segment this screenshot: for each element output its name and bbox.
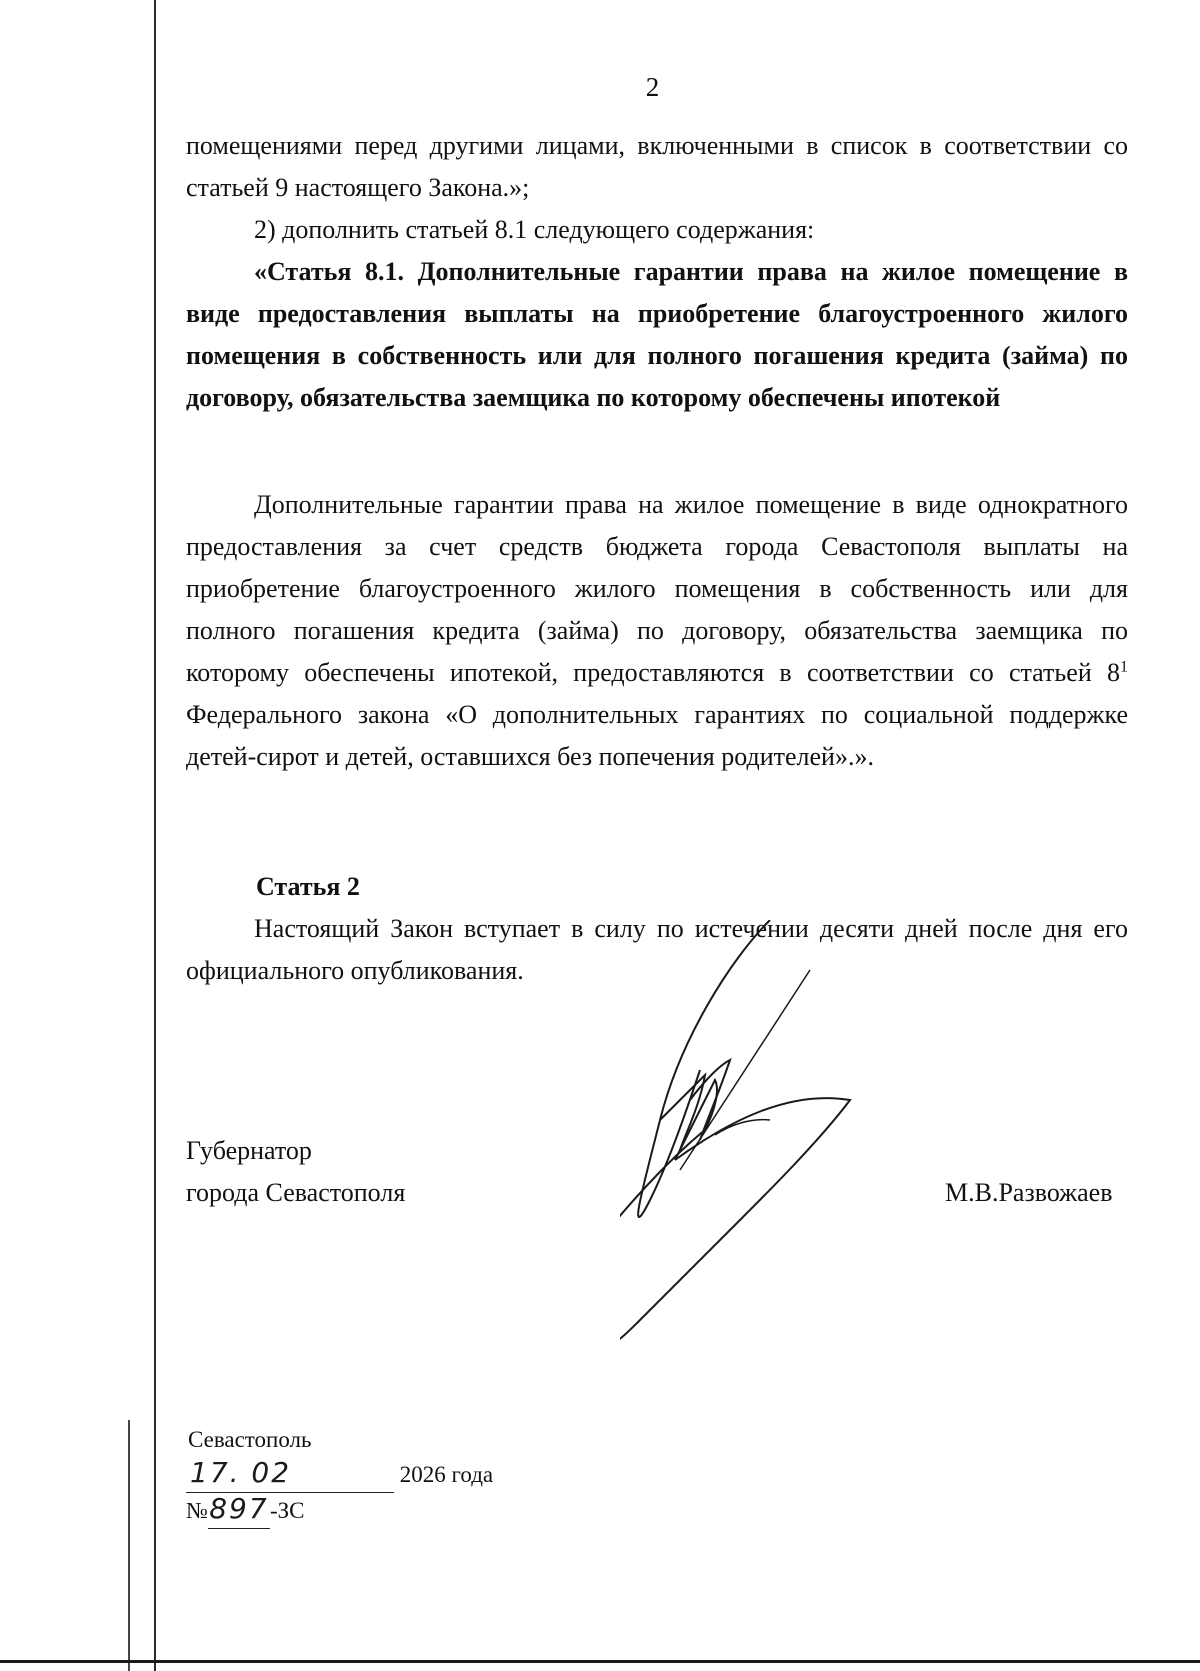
paragraph-continuation: помещениями перед другими лицами, включенными в список в соответствии со статьей 9 настоящего Закона.»; bbox=[186, 131, 1128, 202]
law-number-line bbox=[186, 1492, 304, 1529]
date-line bbox=[186, 1456, 493, 1493]
paragraph-amendment-item: 2) дополнить статьей 8.1 следующего содержания: bbox=[254, 215, 815, 244]
article-2-body: Настоящий Закон вступает в силу по истечении десяти дней после дня его официального опубликования. bbox=[186, 914, 1128, 985]
article-8-1-body-part1: Дополнительные гарантии права на жилое помещение в виде однократного предоставления за счет средств бюджета города Севастополя выплаты на приобретение благоустроенного жилого помещения в собственность или для полного погашения кредита (займа) по договору, обязательства заемщика по которому обеспечены ипотекой, предоставляются в соответствии со статьей 8 bbox=[186, 490, 1128, 687]
signatory-title-line1: Губернатор bbox=[186, 1136, 312, 1165]
scan-edge-bottom bbox=[0, 1660, 1200, 1663]
article-8-1-body bbox=[186, 484, 1128, 778]
law-number-suffix: -ЗС bbox=[269, 1498, 305, 1523]
page-number: 2 bbox=[645, 72, 660, 102]
signatory-name: М.В.Развожаев bbox=[945, 1178, 1113, 1207]
law-number-prefix: № bbox=[186, 1498, 208, 1523]
scan-edge-left bbox=[154, 0, 156, 1671]
handwritten-signature bbox=[620, 920, 880, 1390]
article-8-1-heading: «Статья 8.1. Дополнительные гарантии права на жилое помещение в виде предоставления выплаты на приобретение благоустроенного жилого помещения в собственность или для полного погашения кредита (займа) по договору, обязательства заемщика по которому обеспечены ипотекой bbox=[186, 257, 1128, 412]
date-handwritten: 17. 02 bbox=[190, 1456, 292, 1489]
scan-edge-left-lower bbox=[128, 1420, 130, 1671]
law-number-blank bbox=[208, 1492, 270, 1529]
article-8-1-body-part2: Федерального закона «О дополнительных гарантиях по социальной поддержке детей-сирот и детей, оставшихся без попечения родителей».». bbox=[186, 700, 1128, 771]
date-blank bbox=[186, 1456, 394, 1493]
place-of-signing: Севастополь bbox=[188, 1427, 312, 1452]
law-number-handwritten: 897 bbox=[209, 1492, 269, 1525]
signatory-title-line2: города Севастополя bbox=[186, 1178, 406, 1207]
date-year: 2026 года bbox=[399, 1462, 494, 1487]
article-2-heading: Статья 2 bbox=[256, 872, 360, 901]
article-8-1-superscript: 1 bbox=[1120, 658, 1128, 676]
signatory-title bbox=[186, 1130, 405, 1214]
